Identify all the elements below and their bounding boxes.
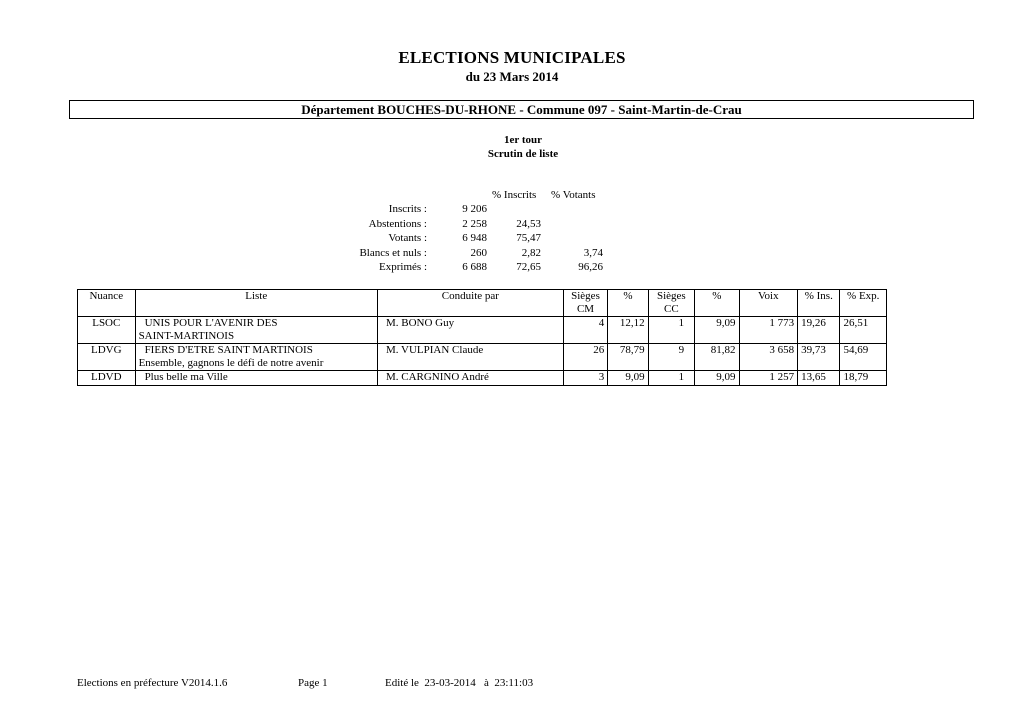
stat-label: Inscrits :: [388, 203, 427, 215]
stat-value: 6 688: [462, 261, 487, 273]
table-header-row: [78, 290, 887, 317]
stat-label: Abstentions :: [368, 218, 427, 230]
col-header-pct-exp: % Exp.: [840, 290, 887, 317]
col-header-conduite: Conduite par: [377, 290, 563, 317]
col-header-pct-ins: % Ins.: [798, 290, 840, 317]
stat-pct-votants: 3,74: [583, 247, 603, 259]
col-header-voix: Voix: [739, 290, 798, 317]
round-label: 1er tour: [504, 134, 542, 146]
col-header-sieges-cc: Sièges CC: [648, 290, 694, 317]
cell-nuance: LDVG: [78, 344, 136, 371]
footer-page-number: Page 1: [298, 677, 328, 689]
cell-sieges-cc: 1: [648, 371, 694, 386]
cell-sieges-cm: 3: [563, 371, 607, 386]
cell-liste: [135, 344, 377, 371]
cell-voix: 3 658: [739, 344, 798, 371]
stat-label: Votants :: [388, 232, 427, 244]
pct-votants-header: % Votants: [551, 189, 596, 201]
col-header-pct-cm: %: [608, 290, 648, 317]
pct-inscrits-header: % Inscrits: [492, 189, 537, 201]
election-date: du 23 Mars 2014: [465, 69, 559, 84]
stat-label: Exprimés :: [379, 261, 427, 273]
cell-voix: 1 257: [739, 371, 798, 386]
liste-subtitle: Ensemble, gagnons le défi de notre avenir: [138, 357, 324, 369]
cell-pct-ins: 19,26: [798, 317, 840, 344]
cell-nuance: LSOC: [78, 317, 136, 344]
department-commune-banner: Département BOUCHES-DU-RHONE - Commune 097 - Saint-Martin-de-Crau: [69, 100, 974, 119]
cell-pct-cm: 12,12: [608, 317, 648, 344]
stat-pct-inscrits: 75,47: [516, 232, 541, 244]
stat-pct-inscrits: 72,65: [516, 261, 541, 273]
cell-pct-cc: 81,82: [695, 344, 739, 371]
cell-conduite: M. CARGNINO André: [377, 371, 563, 386]
cell-liste: [135, 371, 377, 386]
cell-nuance: LDVD: [78, 371, 136, 386]
cell-sieges-cc: 9: [648, 344, 694, 371]
cell-pct-cm: 78,79: [608, 344, 648, 371]
stat-pct-inscrits: 2,82: [521, 247, 541, 259]
results-table: [77, 289, 887, 386]
cell-sieges-cm: 4: [563, 317, 607, 344]
col-header-pct-cc: %: [695, 290, 739, 317]
cell-conduite: M. BONO Guy: [377, 317, 563, 344]
ballot-type-label: Scrutin de liste: [487, 148, 559, 160]
table-row: [78, 317, 887, 344]
cell-pct-ins: 13,65: [798, 371, 840, 386]
footer-software-version: Elections en préfecture V2014.1.6: [77, 677, 228, 689]
stat-pct-inscrits: 24,53: [516, 218, 541, 230]
table-row: [78, 371, 887, 386]
cell-pct-exp: 26,51: [840, 317, 887, 344]
liste-name: Plus belle ma Ville: [144, 371, 228, 383]
cell-pct-cm: 9,09: [608, 371, 648, 386]
stat-value: 2 258: [462, 218, 487, 230]
cell-pct-cc: 9,09: [695, 317, 739, 344]
cell-liste: [135, 317, 377, 344]
cell-voix: 1 773: [739, 317, 798, 344]
footer-edit-timestamp: Edité le 23-03-2014 à 23:11:03: [385, 677, 534, 689]
stat-value: 6 948: [462, 232, 487, 244]
cell-pct-exp: 54,69: [840, 344, 887, 371]
cell-pct-ins: 39,73: [798, 344, 840, 371]
liste-name: UNIS POUR L'AVENIR DES: [144, 317, 278, 329]
cell-sieges-cm: 26: [563, 344, 607, 371]
col-header-liste: Liste: [135, 290, 377, 317]
table-row: [78, 344, 887, 371]
stat-pct-votants: 96,26: [578, 261, 603, 273]
cell-pct-cc: 9,09: [695, 371, 739, 386]
col-header-sieges-cm: Sièges CM: [563, 290, 607, 317]
cell-sieges-cc: 1: [648, 317, 694, 344]
stat-label: Blancs et nuls :: [359, 247, 427, 259]
stat-value: 9 206: [462, 203, 487, 215]
liste-subtitle: SAINT-MARTINOIS: [138, 330, 235, 342]
cell-pct-exp: 18,79: [840, 371, 887, 386]
cell-conduite: M. VULPIAN Claude: [377, 344, 563, 371]
col-header-nuance: Nuance: [78, 290, 136, 317]
liste-name: FIERS D'ETRE SAINT MARTINOIS: [144, 344, 313, 356]
document-title: ELECTIONS MUNICIPALES: [398, 48, 626, 67]
stat-value: 260: [470, 247, 487, 259]
